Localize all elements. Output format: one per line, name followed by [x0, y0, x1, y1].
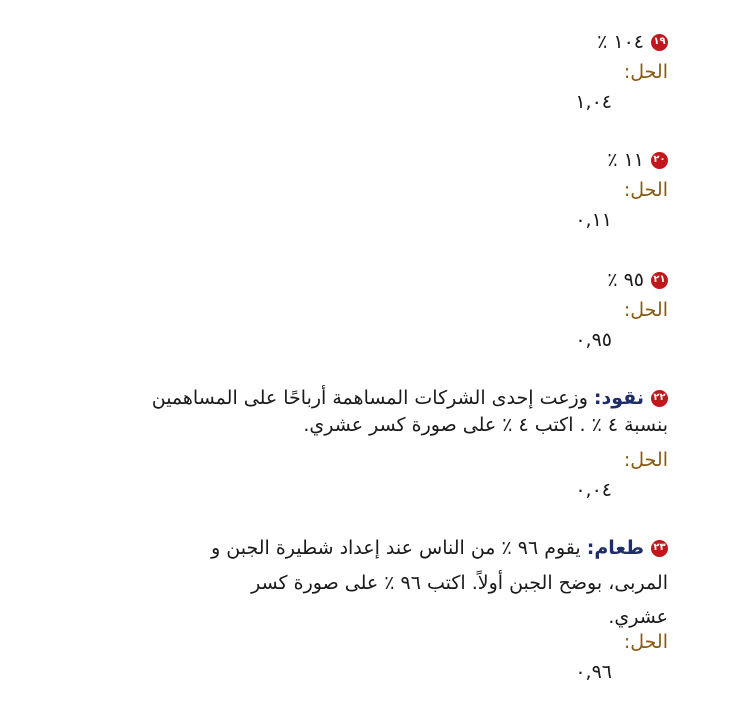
solution-label: الحل: — [623, 449, 668, 471]
question-line — [575, 148, 668, 172]
answer-value: ١,٠٤ — [575, 91, 612, 113]
question-line — [152, 386, 668, 410]
problem-23 — [211, 536, 668, 684]
question-text: ١١ ٪ — [607, 149, 644, 171]
question-text: وزعت إحدى الشركات المساهمة أرباحًا على المساهمين — [151, 387, 588, 409]
solution-label: الحل: — [623, 631, 668, 653]
solution-label: الحل: — [623, 299, 668, 321]
answer-value: ٠,١١ — [575, 209, 612, 231]
problem-20 — [575, 148, 668, 232]
question-text: يقوم ٩٦ ٪ من الناس عند إعداد شطيرة الجبن و — [211, 537, 581, 559]
answer-value: ٠,٩٥ — [575, 329, 612, 351]
problem-number-badge: ٢٣ — [651, 540, 668, 557]
topic-label: نقود: — [593, 387, 644, 409]
question-continuation: بنسبة ٤ ٪ . اكتب ٤ ٪ على صورة كسر عشري. — [303, 414, 668, 436]
question-continuation: عشري. — [608, 606, 668, 628]
problem-number-badge: ١٩ — [651, 34, 668, 51]
problem-22 — [152, 386, 668, 502]
problem-number-badge: ٢٠ — [651, 152, 668, 169]
answer-value: ٠,٩٦ — [575, 661, 612, 683]
question-text: ١٠٤ ٪ — [597, 31, 644, 53]
question-line — [575, 268, 668, 292]
question-line — [575, 30, 668, 54]
answer-value: ٠,٠٤ — [575, 479, 612, 501]
solution-label: الحل: — [623, 61, 668, 83]
question-line — [211, 536, 668, 560]
problem-21 — [575, 268, 668, 352]
topic-label: طعام: — [586, 537, 644, 559]
solution-label: الحل: — [623, 179, 668, 201]
question-continuation: المربى، بوضح الجبن أولاً. اكتب ٩٦ ٪ على صورة كسر — [251, 572, 668, 594]
problem-19 — [575, 30, 668, 114]
problem-number-badge: ٢٢ — [651, 390, 668, 407]
problem-number-badge: ٢١ — [651, 272, 668, 289]
question-text: ٩٥ ٪ — [607, 269, 644, 291]
